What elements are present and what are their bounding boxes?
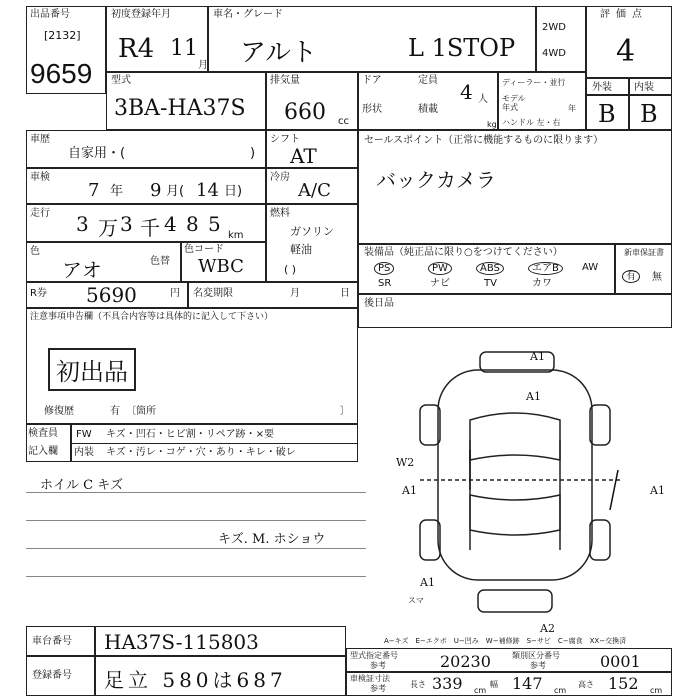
mileage-unit: km — [228, 230, 244, 241]
length-value: 339 — [432, 674, 463, 693]
disp-label: 排気量 — [270, 75, 300, 86]
score-label: 評価点 — [600, 9, 648, 20]
height-label: 高さ — [578, 680, 594, 689]
repair-sub: 〔箇所 — [126, 406, 156, 417]
car-trunk — [478, 590, 552, 612]
equip-tv: TV — [484, 278, 497, 289]
mirror-label: スマ — [408, 596, 424, 605]
equip-leather: カワ — [532, 278, 552, 289]
color-code-label: 色コード — [184, 244, 224, 255]
ext-grade: B — [598, 100, 616, 128]
history-label: 車歴 — [30, 134, 50, 145]
disp-unit: cc — [338, 116, 349, 127]
remark-line-4 — [26, 576, 366, 577]
shape-label: 形状 — [362, 104, 382, 115]
chassis-label: 車台番号 — [32, 636, 72, 647]
mark-right-a1: A1 — [650, 484, 665, 497]
fw-tag: FW — [76, 429, 92, 440]
type-value: 3BA-HA37S — [114, 96, 246, 121]
car-grade: L 1STOP — [408, 34, 516, 62]
chassis-divider — [94, 626, 96, 656]
cap-label: 定員 — [418, 75, 438, 86]
ext-int-hline — [586, 94, 672, 96]
drive-box — [536, 6, 586, 72]
wheel-fl — [420, 405, 440, 445]
lot-code: [2132] — [44, 29, 81, 42]
mark-left-w2: W2 — [396, 456, 415, 469]
first-reg-label: 初度登録年月 — [111, 9, 171, 20]
damage-legend: A−キズ E−エクボ U−凹み W−補修跡 S−サビ C−腐食 XX−交換済 — [384, 637, 627, 645]
score-value: 4 — [616, 34, 636, 69]
reg-month: 11 — [170, 36, 198, 61]
disp-value: 660 — [284, 100, 326, 125]
inspect-m-unit: 月( — [166, 184, 185, 199]
repair-close: 〕 — [340, 406, 350, 417]
car-body-outline — [438, 370, 592, 580]
shift-label: シフト — [270, 134, 300, 145]
drive-2wd: 2WD — [542, 22, 566, 33]
remark-line-2 — [26, 520, 366, 521]
fuel-diesel: 軽油 — [290, 243, 312, 256]
shift-value: AT — [290, 144, 317, 168]
color-label: 色 — [30, 246, 40, 257]
notes-label: 注意事項申告欄（不具合内容等は具体的に記入して下さい） — [30, 312, 274, 322]
width-label: 幅 — [490, 680, 498, 689]
ledger-label: 後日品 — [364, 298, 394, 309]
lot-number: 9659 — [30, 58, 93, 89]
fuel-other: ( ) — [284, 263, 297, 276]
mileage-p2: 3 — [120, 212, 133, 236]
mark-rear-a1: A1 — [420, 576, 435, 589]
history-close: ) — [250, 146, 256, 161]
type-no-ref: 参考 — [370, 661, 386, 670]
mileage-p1: 万 — [98, 216, 118, 240]
recycle-value: 5690 — [86, 283, 137, 307]
warranty-label: 新車保証書 — [624, 248, 664, 257]
height-value: 152 — [608, 674, 639, 693]
repair-value: 有 — [110, 406, 120, 417]
remark-2: キズ. M. ホショウ — [218, 532, 326, 547]
history-box — [26, 130, 266, 168]
inspect-y-unit: 年 — [110, 184, 124, 199]
load-label: 積載 — [418, 104, 438, 115]
mark-hood-a1: A1 — [526, 390, 541, 403]
car-name: アルト — [240, 38, 317, 68]
model-year-unit: 年 — [568, 104, 576, 113]
first-listing-stamp: 初出品 — [48, 348, 136, 391]
fuel-label: 燃料 — [270, 208, 290, 219]
due-day: 日 — [340, 288, 350, 299]
inspect-month: 9 — [150, 180, 162, 201]
car-windshield — [470, 413, 560, 460]
inspect-year: 7 — [88, 180, 100, 201]
reg-month-unit: 月 — [198, 60, 208, 71]
handle-label: ハンドル 左・右 — [502, 118, 561, 127]
type-label: 型式 — [111, 75, 131, 86]
dealer-label: ディーラー・並行 — [502, 78, 566, 87]
equip-divider — [614, 244, 616, 294]
class-no-label: 類別区分番号 — [512, 651, 560, 660]
wheel-rl — [420, 520, 440, 560]
car-rear-glass — [470, 495, 560, 535]
mileage-label: 走行 — [30, 208, 50, 219]
mark-rear-a2: A2 — [540, 622, 555, 635]
equip-ps: PS — [374, 262, 394, 275]
color-value: アオ — [62, 258, 102, 282]
inner-text: キズ・汚レ・コゲ・穴・あり・キレ・破レ — [106, 447, 296, 458]
mileage-p5: 8 — [186, 212, 199, 236]
color-divider — [180, 242, 182, 282]
warranty-no: 無 — [652, 272, 662, 283]
ext-label: 外装 — [592, 82, 612, 93]
due-month: 月 — [290, 288, 300, 299]
remark-1: ホイル C キズ — [40, 478, 123, 493]
width-value: 147 — [512, 674, 543, 693]
equip-airbag: エアB — [528, 262, 563, 275]
inspector-label2: 記入欄 — [28, 446, 58, 457]
int-grade: B — [640, 100, 658, 128]
fuel-gasoline: ガソリン — [290, 225, 334, 238]
wheel-rr — [590, 520, 610, 560]
color-change-label: 色替 — [150, 256, 170, 267]
class-no-value: 0001 — [600, 652, 641, 671]
fw-text: キズ・凹石・ヒビ割・リペア跡・×要 — [106, 429, 274, 440]
cap-value: 4 — [460, 80, 473, 104]
chassis-value: HA37S-115803 — [104, 630, 259, 654]
ac-value: A/C — [298, 180, 331, 201]
width-unit: cm — [554, 686, 567, 695]
inspector-label1: 検査員 — [28, 428, 58, 439]
history-value: 自家用・( — [68, 146, 126, 161]
inner-tag: 内装 — [74, 447, 94, 458]
remark-line-3 — [26, 548, 366, 549]
type-no-label: 型式指定番号 — [350, 651, 398, 660]
inspect-label: 車検 — [30, 172, 50, 183]
mileage-p3: 千 — [140, 216, 160, 240]
int-label: 内装 — [634, 82, 654, 93]
drive-4wd: 4WD — [542, 48, 566, 59]
equip-navi: ナビ — [430, 278, 450, 289]
height-unit: cm — [650, 686, 663, 695]
recycle-yen: 円 — [170, 288, 180, 299]
warranty-yes: 有 — [622, 270, 640, 283]
ledger-box — [358, 294, 672, 328]
inspect-d-unit: 日) — [224, 184, 243, 199]
repair-label: 修復歴 — [44, 406, 74, 417]
class-no-ref: 参考 — [530, 661, 546, 670]
kg-unit: kg — [487, 120, 497, 129]
ac-label: 冷房 — [270, 172, 290, 183]
mileage-p4: 4 — [164, 212, 177, 236]
mark-front-a1: A1 — [530, 350, 545, 363]
plate-divider — [94, 656, 96, 696]
mark-left-a1: A1 — [402, 484, 417, 497]
sales-text: バックカメラ — [376, 168, 496, 192]
reg-year: R4 — [118, 34, 155, 64]
equip-aw: AW — [582, 262, 599, 273]
due-label: 名変期限 — [193, 288, 233, 299]
recycle-label: R券 — [30, 288, 47, 299]
size-label: 車検証寸法 — [350, 674, 390, 683]
equip-pw: PW — [428, 262, 452, 275]
door-label: ドア — [362, 75, 382, 86]
mileage-p6: 5 — [208, 212, 221, 236]
inspector-hline — [70, 443, 358, 444]
mileage-p0: 3 — [76, 212, 89, 236]
equip-abs: ABS — [476, 262, 504, 275]
cap-unit: 人 — [478, 94, 488, 105]
size-ref: 参考 — [370, 684, 386, 693]
type-no-value: 20230 — [440, 652, 491, 671]
model-year-label: モデル年式 — [502, 94, 526, 112]
plate-label: 登録番号 — [32, 670, 72, 681]
color-code: WBC — [198, 256, 244, 277]
inspect-day: 14 — [196, 180, 219, 201]
equip-label: 装備品（純正品に限り○をつけてください） — [364, 247, 563, 258]
sales-label: セールスポイント（正常に機能するものに限ります） — [364, 135, 604, 146]
plate-value: 足立 580は687 — [104, 668, 287, 692]
lot-no-label: 出品番号 — [30, 9, 70, 20]
length-label: 長さ — [410, 680, 426, 689]
ext-int-divider — [628, 78, 630, 130]
wheel-fr — [590, 405, 610, 445]
car-name-label: 車名・グレード — [213, 9, 283, 20]
equip-sr: SR — [378, 278, 392, 289]
length-unit: cm — [474, 686, 487, 695]
